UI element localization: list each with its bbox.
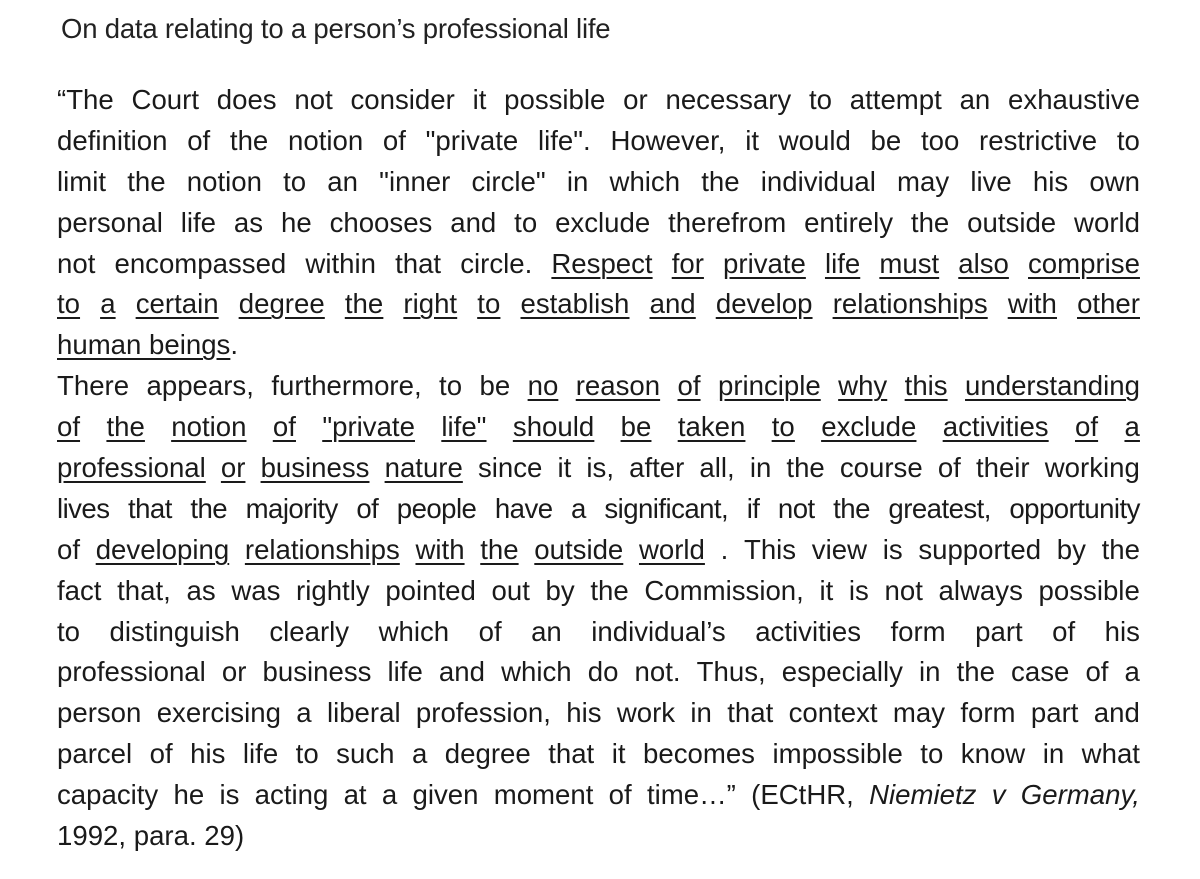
word: an	[327, 165, 358, 197]
word: in	[1042, 738, 1065, 770]
word: a	[1124, 411, 1140, 443]
plain-text: within	[305, 247, 376, 279]
quote-line-5	[57, 244, 1140, 285]
plain-text: There	[57, 370, 130, 402]
word: impossible	[772, 738, 903, 770]
word: context	[788, 697, 878, 729]
word: which	[501, 656, 572, 688]
word: or	[623, 84, 648, 115]
word: not	[294, 84, 333, 115]
court-quote	[57, 80, 1140, 857]
word: to	[57, 288, 81, 320]
word: it	[819, 574, 834, 606]
plain-text: the	[786, 452, 825, 484]
word: to	[295, 738, 319, 770]
word: degree	[238, 288, 325, 320]
word: professional	[57, 656, 206, 688]
underlined-text: reason	[575, 370, 661, 402]
word: entirely	[804, 206, 894, 238]
word: if	[746, 492, 760, 524]
word: activities	[942, 411, 1049, 443]
word: limit	[57, 165, 107, 197]
word: he	[280, 206, 312, 238]
plain-text: a	[381, 779, 398, 811]
underlined-text: the	[480, 533, 519, 565]
word: do	[587, 656, 619, 688]
word: and	[438, 656, 485, 688]
word: life	[387, 656, 423, 688]
word: live	[970, 165, 1012, 197]
word: which	[609, 165, 681, 197]
word: that,	[117, 574, 171, 606]
quote-line-2	[57, 121, 1140, 162]
word: of	[1085, 656, 1109, 688]
plain-text: the	[1101, 533, 1140, 565]
word: personal	[57, 206, 163, 238]
underlined-text: Respect	[551, 247, 653, 279]
word: opportunity	[1009, 492, 1140, 524]
plain-text: it	[557, 452, 572, 484]
underlined-text: this	[904, 370, 948, 402]
plain-text: capacity	[57, 779, 159, 811]
underlined-text: developing	[95, 533, 230, 565]
quote-line-13	[57, 571, 1140, 612]
word: people	[396, 492, 477, 524]
underlined-text: must	[879, 247, 940, 279]
word: that	[127, 492, 172, 524]
plain-text: working	[1044, 452, 1140, 484]
word: greatest,	[888, 492, 991, 524]
quote-line-9	[57, 407, 1140, 448]
word: the	[701, 165, 740, 197]
word: it	[745, 124, 759, 156]
word: notion	[186, 165, 262, 197]
plain-text: after	[629, 452, 685, 484]
plain-text: since	[477, 452, 543, 484]
word: in	[919, 656, 941, 688]
word: fact	[57, 574, 102, 606]
word: part	[1030, 697, 1079, 729]
word: Court	[131, 84, 199, 115]
word: to	[809, 84, 833, 115]
underlined-text: with	[415, 533, 465, 565]
word: of	[478, 615, 502, 647]
word: in	[690, 697, 712, 729]
plain-text: given	[412, 779, 479, 811]
word: his	[1104, 615, 1140, 647]
word: significant,	[604, 492, 729, 524]
word: part	[975, 615, 1023, 647]
word: of	[1052, 615, 1076, 647]
word: exclude	[821, 411, 917, 443]
word: the	[190, 492, 228, 524]
word: Commission,	[644, 574, 804, 606]
quote-line-5-text	[57, 244, 1140, 285]
word: such	[336, 738, 395, 770]
word: is	[848, 574, 869, 606]
word: may	[897, 165, 950, 197]
plain-text: to	[439, 370, 463, 402]
word: necessary	[665, 84, 792, 115]
word: However,	[610, 124, 726, 156]
word: majority	[245, 492, 338, 524]
underlined-text: business	[260, 452, 370, 484]
case-name-italic: Niemietz	[869, 779, 977, 811]
word: to	[514, 206, 538, 238]
word: "private	[425, 124, 519, 156]
word: the	[833, 492, 870, 524]
word: of	[382, 124, 406, 156]
word: not.	[634, 656, 681, 688]
quote-line-19: 1992, para. 29)	[57, 820, 245, 852]
word: the	[956, 656, 995, 688]
word: should	[512, 411, 595, 443]
word: as	[186, 574, 216, 606]
plain-text: by	[1056, 533, 1086, 565]
plain-text: circle.	[460, 247, 533, 279]
plain-text: appears,	[146, 370, 254, 402]
word: be	[620, 411, 652, 443]
word: a	[571, 492, 586, 524]
plain-text: at	[343, 779, 367, 811]
plain-text: supported	[918, 533, 1042, 565]
word: the	[106, 411, 145, 443]
word: form	[960, 697, 1016, 729]
word: and	[450, 206, 497, 238]
underlined-text: of	[677, 370, 701, 402]
word: develop	[715, 288, 813, 320]
underlined-text: nature	[384, 452, 463, 484]
underlined-text: no	[527, 370, 559, 402]
plain-text: of	[608, 779, 632, 811]
word: would	[778, 124, 851, 156]
underlined-text: private	[723, 247, 806, 279]
word: to	[1116, 124, 1140, 156]
quote-line-6	[57, 284, 1140, 325]
word: person	[57, 697, 142, 729]
word: own	[1089, 165, 1140, 197]
quote-line-3	[57, 162, 1140, 203]
underlined-text: life	[824, 247, 861, 279]
word: especially	[781, 656, 903, 688]
word: an	[531, 615, 562, 647]
word: individual	[760, 165, 876, 197]
word: and	[649, 288, 696, 320]
word: chooses	[329, 206, 433, 238]
quote-line-17	[57, 734, 1140, 775]
word: notion	[171, 411, 247, 443]
word: life	[180, 206, 217, 238]
word: lives	[57, 492, 110, 524]
word: life	[242, 738, 279, 770]
word: case	[1011, 656, 1070, 688]
word: liberal	[326, 697, 401, 729]
word: it	[611, 738, 626, 770]
underlined-text: human beings	[57, 329, 231, 361]
quote-line-14	[57, 612, 1140, 653]
word: know	[960, 738, 1026, 770]
underlined-text: comprise	[1028, 247, 1140, 279]
quote-line-8	[57, 366, 1140, 407]
word: of	[1075, 411, 1099, 443]
underlined-text: professional	[57, 452, 206, 484]
plain-text: is,	[586, 452, 614, 484]
word: life"	[441, 411, 487, 443]
word: right	[403, 288, 458, 320]
plain-text: their	[975, 452, 1030, 484]
word: life".	[537, 124, 591, 156]
word: becomes	[643, 738, 755, 770]
quote-line-4	[57, 203, 1140, 244]
word: degree	[444, 738, 531, 770]
plain-text: course	[839, 452, 923, 484]
word: other	[1077, 288, 1140, 320]
word: always	[938, 574, 1023, 606]
word: work	[616, 697, 676, 729]
plain-text: of	[57, 533, 81, 565]
word: profession,	[415, 697, 551, 729]
word: therefrom	[668, 206, 787, 238]
word: the	[344, 288, 384, 320]
word: in	[566, 165, 589, 197]
word: it	[472, 84, 487, 115]
word: to	[920, 738, 944, 770]
quote-line-12	[57, 530, 1140, 571]
underlined-text: why	[838, 370, 888, 402]
word: was	[231, 574, 281, 606]
quote-line-10	[57, 448, 1140, 489]
plain-text: (ECtHR,	[751, 779, 854, 811]
word: too	[920, 124, 960, 156]
word: of	[356, 492, 379, 524]
word: taken	[677, 411, 746, 443]
word: a	[100, 288, 116, 320]
word: not	[777, 492, 815, 524]
word: definition	[57, 124, 168, 156]
word: of	[57, 411, 81, 443]
word: "inner	[379, 165, 451, 197]
word: to	[477, 288, 501, 320]
word: possible	[504, 84, 606, 115]
word: does	[216, 84, 277, 115]
word: notion	[288, 124, 364, 156]
underlined-text: principle	[717, 370, 821, 402]
word: a	[1124, 656, 1140, 688]
word: the	[229, 124, 269, 156]
word: exclude	[555, 206, 651, 238]
word: outside	[967, 206, 1057, 238]
word: which	[378, 615, 450, 647]
word: parcel	[57, 738, 133, 770]
word: attempt	[849, 84, 942, 115]
word: the	[590, 574, 629, 606]
word: relationships	[832, 288, 988, 320]
word: to	[771, 411, 795, 443]
plain-text: he	[173, 779, 205, 811]
word: rightly	[296, 574, 370, 606]
word: not	[884, 574, 923, 606]
word: the	[910, 206, 950, 238]
word: individual’s	[591, 615, 726, 647]
word: exercising	[156, 697, 281, 729]
word: circle"	[471, 165, 546, 197]
word: that	[548, 738, 595, 770]
document-heading: On data relating to a person’s professional life	[61, 13, 611, 44]
word: consider	[350, 84, 455, 115]
quote-line-16	[57, 693, 1140, 734]
word: pointed	[385, 574, 476, 606]
plain-text: not	[57, 247, 96, 279]
word: distinguish	[109, 615, 240, 647]
word: Thus,	[696, 656, 766, 688]
word: of	[149, 738, 173, 770]
word: to	[57, 615, 81, 647]
case-name-italic: Germany,	[1020, 779, 1140, 811]
plain-text: all,	[699, 452, 735, 484]
word: “The	[57, 84, 114, 115]
plain-text: be	[479, 370, 511, 402]
word: restrictive	[979, 124, 1098, 156]
plain-text: This	[743, 533, 797, 565]
word: establish	[520, 288, 630, 320]
plain-text: moment	[493, 779, 594, 811]
underlined-text: also	[958, 247, 1009, 279]
word: "private	[322, 411, 415, 443]
word: of	[187, 124, 211, 156]
word: an	[959, 84, 991, 115]
plain-text: encompassed	[114, 247, 287, 279]
underlined-text: for	[671, 247, 704, 279]
word: and	[1093, 697, 1140, 729]
word: with	[1007, 288, 1057, 320]
word: of	[272, 411, 296, 443]
quote-line-1	[57, 80, 1140, 121]
plain-text: .	[230, 329, 239, 361]
word: or	[221, 656, 247, 688]
word: activities	[755, 615, 862, 647]
word: as	[233, 206, 264, 238]
underlined-text: or	[220, 452, 246, 484]
plain-text: is	[882, 533, 903, 565]
word: what	[1081, 738, 1140, 770]
plain-text: in	[749, 452, 772, 484]
quote-line-7	[57, 325, 1140, 366]
plain-text: .	[720, 533, 729, 565]
word: his	[190, 738, 226, 770]
word: that	[727, 697, 774, 729]
word: a	[296, 697, 312, 729]
word: business	[262, 656, 372, 688]
plain-text: that	[395, 247, 442, 279]
word: his	[566, 697, 602, 729]
word: by	[545, 574, 575, 606]
word: clearly	[269, 615, 350, 647]
plain-text: of	[937, 452, 961, 484]
word: be	[870, 124, 902, 156]
plain-text: time…”	[646, 779, 736, 811]
plain-text: view	[811, 533, 867, 565]
underlined-text: world	[638, 533, 705, 565]
plain-text: is	[219, 779, 240, 811]
word: a	[411, 738, 428, 770]
case-name-italic: v	[991, 779, 1006, 811]
word: possible	[1038, 574, 1140, 606]
word: form	[890, 615, 946, 647]
word: have	[494, 492, 553, 524]
word: to	[283, 165, 307, 197]
quote-line-18	[57, 775, 1140, 816]
underlined-text: outside	[534, 533, 624, 565]
word: out	[491, 574, 530, 606]
plain-text: furthermore,	[271, 370, 422, 402]
quote-line-15	[57, 652, 1140, 693]
word: the	[127, 165, 166, 197]
word: may	[892, 697, 946, 729]
word: exhaustive	[1008, 84, 1140, 115]
underlined-text: relationships	[244, 533, 400, 565]
quote-line-11	[57, 489, 1140, 530]
word: certain	[135, 288, 219, 320]
plain-text: acting	[254, 779, 329, 811]
word: world	[1074, 206, 1140, 238]
word: his	[1032, 165, 1069, 197]
underlined-text: understanding	[965, 370, 1140, 402]
